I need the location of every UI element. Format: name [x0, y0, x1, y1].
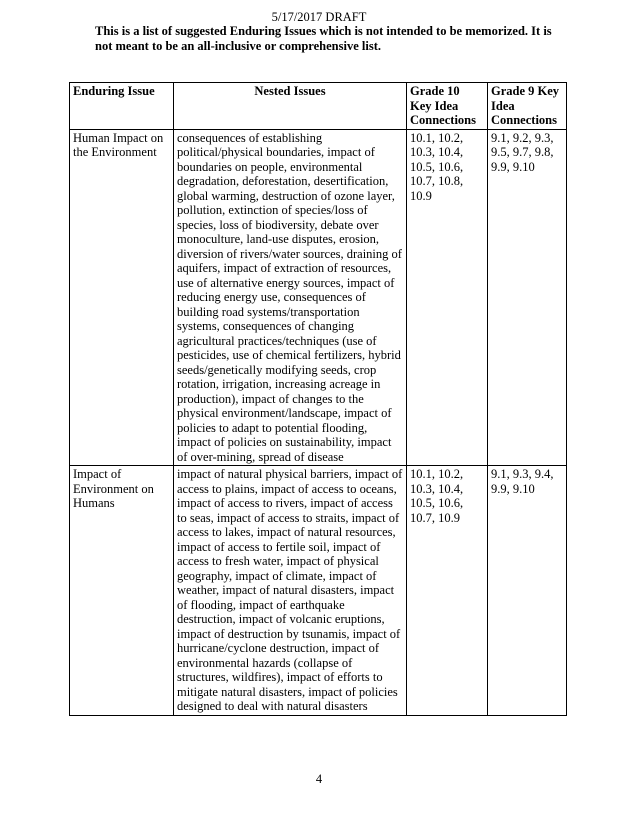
nested-issues-cell: consequences of establishing political/physical boundaries, impact of boundaries on people, environmental degradation, deforestation, desertification, global warming, destruction of ozone layer, pollution, extinction of species/loss of species, loss of biodiversity, debate over monoculture, land-use disputes, erosion, diversion of rivers/water sources, draining of aquifers, impact of extraction of resources, use of alternative energy sources, impact of reducing energy use, consequences of building road systems/transportation systems, consequences of changing agricultural practices/techniques (use of pesticides, use of chemical fertilizers, hybrid seeds/genetically modifying seeds, crop rotation, irrigation, increasing acreage in production), impact of changes to the physical environment/landscape, impact of policies to adapt to potential flooding, impact of policies on sustainability, impact of over-mining, spread of disease — [174, 129, 407, 466]
column-header-nested-issues: Nested Issues — [174, 83, 407, 130]
enduring-issue-cell: Impact of Environment on Humans — [70, 466, 174, 716]
grade10-connections-cell: 10.1, 10.2, 10.3, 10.4, 10.5, 10.6, 10.7, 10.9 — [407, 466, 488, 716]
table-row — [70, 466, 567, 716]
grade10-connections-cell: 10.1, 10.2, 10.3, 10.4, 10.5, 10.6, 10.7, 10.8, 10.9 — [407, 129, 488, 466]
table-row — [70, 129, 567, 466]
grade9-connections-cell: 9.1, 9.3, 9.4, 9.9, 9.10 — [488, 466, 567, 716]
enduring-issue-cell: Human Impact on the Environment — [70, 129, 174, 466]
column-header-enduring-issue: Enduring Issue — [70, 83, 174, 130]
column-header-grade9: Grade 9 Key Idea Connections — [488, 83, 567, 130]
grade9-connections-cell: 9.1, 9.2, 9.3, 9.5, 9.7, 9.8, 9.9, 9.10 — [488, 129, 567, 466]
draft-header: 5/17/2017 DRAFT — [271, 10, 367, 24]
column-header-grade10: Grade 10 Key Idea Connections — [407, 83, 488, 130]
nested-issues-cell: impact of natural physical barriers, impact of access to plains, impact of access to oceans, impact of access to rivers, impact of access to seas, impact of access to straits, impact of access to lakes, impact of natural resources, impact of access to fertile soil, impact of access to fresh water, impact of physical geography, impact of climate, impact of weather, impact of natural disasters, impact of flooding, impact of earthquake destruction, impact of volcanic eruptions, impact of destruction by tsunamis, impact of hurricane/cyclone destruction, impact of environmental hazards (collapse of structures, wildfires), impact of efforts to mitigate natural disasters, impact of policies designed to deal with natural disasters — [174, 466, 407, 716]
intro-note: This is a list of suggested Enduring Issues which is not intended to be memorized. It is not meant to be an all-inclusive or comprehensive list. — [95, 24, 552, 53]
page-number: 4 — [315, 772, 323, 786]
table-header-row — [70, 83, 567, 130]
enduring-issues-table — [69, 82, 567, 716]
